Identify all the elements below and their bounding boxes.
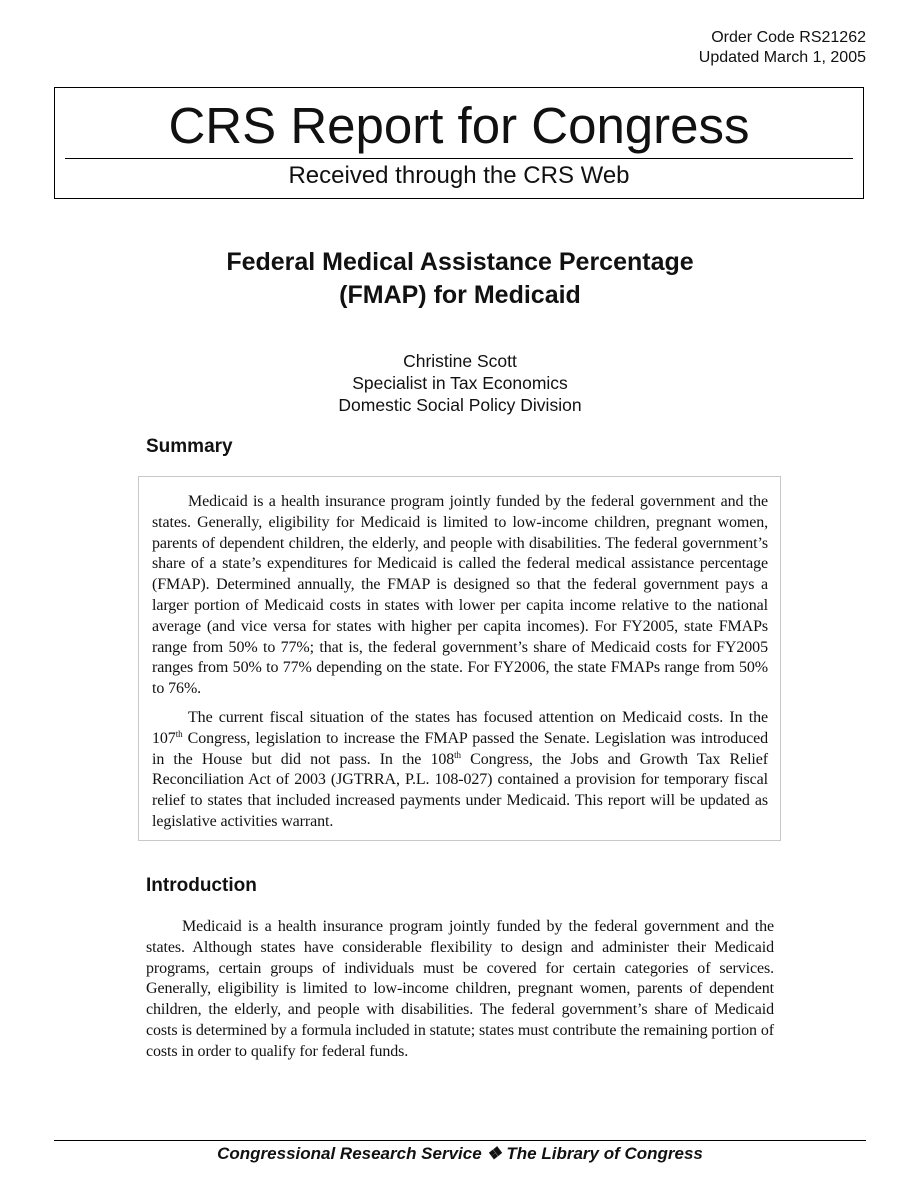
author-title: Specialist in Tax Economics <box>352 373 568 393</box>
order-code: Order Code RS21262 <box>711 29 866 46</box>
masthead-subtitle: Received through the CRS Web <box>288 162 630 189</box>
author-division: Domestic Social Policy Division <box>338 395 582 415</box>
diamond-ornament-icon: ❖ <box>486 1144 502 1163</box>
author-name: Christine Scott <box>403 351 517 371</box>
document-title-line-1: Federal Medical Assistance Percentage <box>226 248 694 276</box>
footer-organization: Congressional Research Service <box>217 1144 482 1163</box>
superscript: th <box>175 728 183 739</box>
document-title-line-2: (FMAP) for Medicaid <box>339 281 581 309</box>
summary-heading: Summary <box>146 436 233 457</box>
introduction-heading: Introduction <box>146 875 257 896</box>
order-info <box>699 28 866 68</box>
footer-library: The Library of Congress <box>506 1144 703 1163</box>
summary-box <box>138 476 781 841</box>
author-block <box>160 350 760 416</box>
introduction-paragraph-1: Medicaid is a health insurance program jointly funded by the federal government and the states. Although states have considerable flexibility to design and administer their Medicaid programs, certain groups of individuals must be covered for certain categories of services. Generally, eligibility is limited to low-income children, pregnant women, parents of dependent children, the elderly, and people with disabilities. The federal government’s share of Medicaid costs is determined by a formula included in statute; states must contribute the remaining portion of costs in order to qualify for federal funds. <box>146 918 774 1060</box>
superscript: th <box>454 749 461 760</box>
document-title <box>120 246 800 312</box>
masthead-divider <box>65 158 853 159</box>
footer-divider <box>54 1140 866 1141</box>
summary-paragraph-1: Medicaid is a health insurance program jointly funded by the federal government and the states. Generally, eligibility for Medicaid is limited to low-income children, pregnant women, parents of dependent children, the elderly, and people with disabilities. The federal government’s share of a state’s expenditures for Medicaid is called the federal medical assistance percentage (FMAP). Determined annually, the FMAP is designed so that the federal government pays a larger portion of Medicaid costs in states with lower per capita income relative to the national average (and vice versa for states with higher per capita incomes). For FY2005, state FMAPs range from 50% to 77%; that is, the federal government’s share of Medicaid costs for FY2005 ranges from 50% to 77% depending on the state. For FY2006, the state FMAPs range from 50% to 76%. <box>152 493 768 698</box>
footer <box>54 1143 866 1165</box>
masthead <box>54 87 864 199</box>
summary-paragraph-2: The current fiscal situation of the states has focused attention on Medicaid costs. In the 107th Congress, legislation to increase the FMAP passed the Senate. Legislation was introduced in the House but did not pass. In the 108th Congress, the Jobs and Growth Tax Relief Reconciliation Act of 2003 (JGTRRA, P.L. 108-027) contained a provision for temporary fiscal relief to states that included increased payments under Medicaid. This report will be updated as legislative activities warrant. <box>152 708 768 830</box>
masthead-title: CRS Report for Congress <box>168 97 750 154</box>
updated-date: Updated March 1, 2005 <box>698 49 866 66</box>
